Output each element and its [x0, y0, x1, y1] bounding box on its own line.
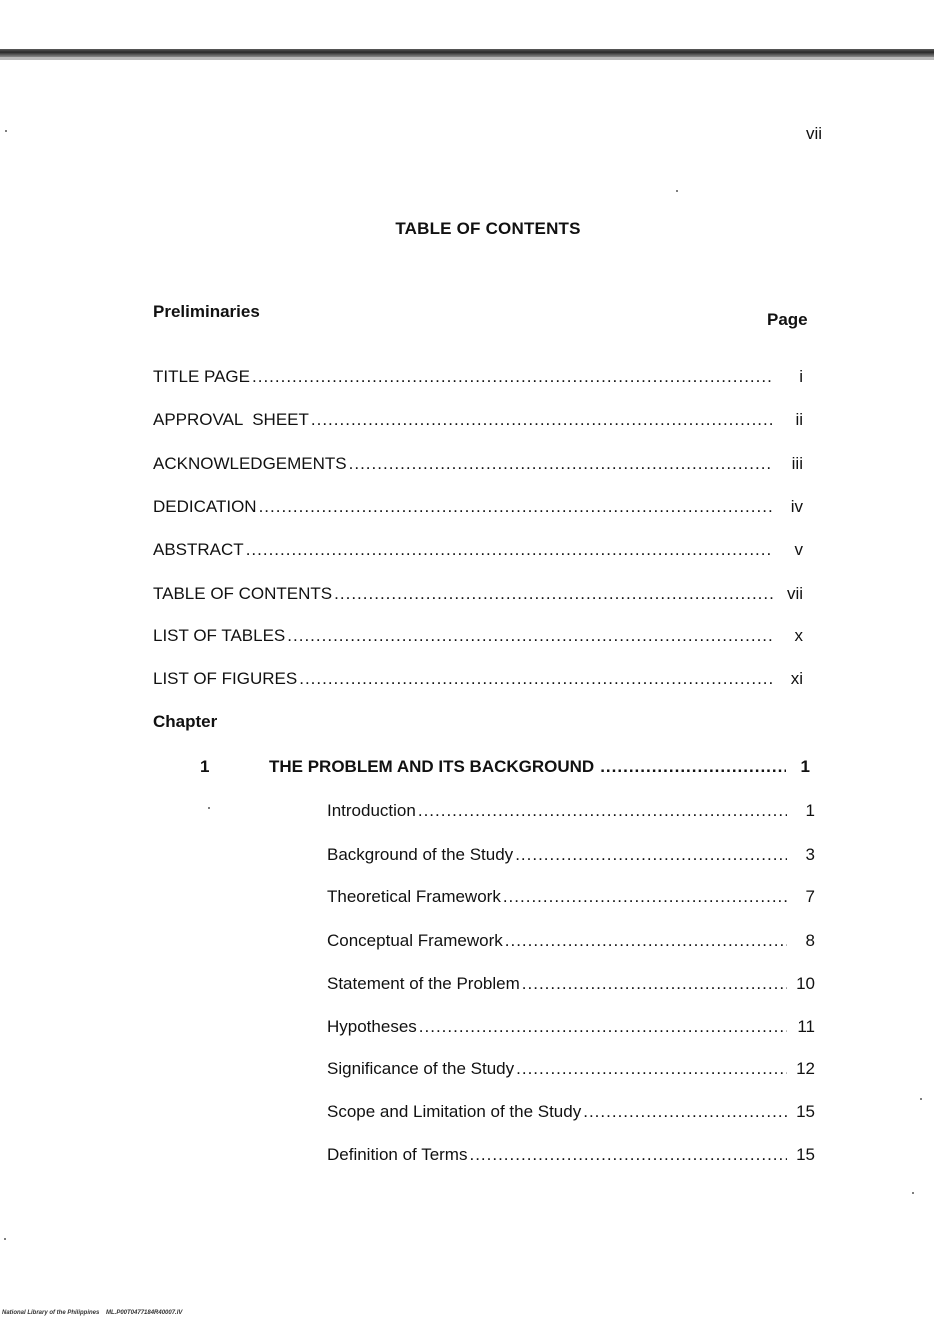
leader-dots [516, 1059, 787, 1079]
section-label: Definition of Terms [327, 1145, 468, 1164]
section-label: Theoretical Framework [327, 887, 501, 906]
scan-speck [4, 1238, 6, 1240]
leader-dots [259, 497, 773, 517]
toc-entry-page: iv [790, 497, 803, 516]
section-entry-significance [327, 1059, 815, 1079]
scan-top-border-shade [0, 57, 934, 60]
page-column-heading: Page [767, 310, 808, 329]
section-entry-statement-of-problem [327, 974, 815, 994]
toc-entry-label: TITLE PAGE [153, 367, 250, 386]
toc-entry-table-of-contents [153, 584, 803, 604]
leader-dots [334, 584, 773, 604]
scan-speck [920, 1098, 922, 1100]
chapter-number: 1 [200, 757, 210, 776]
leader-dots [583, 1102, 787, 1122]
leader-dots [311, 410, 773, 430]
toc-entry-approval-sheet [153, 410, 803, 430]
section-page: 15 [796, 1145, 815, 1164]
toc-entry-page: i [799, 367, 803, 386]
leader-dots [522, 974, 787, 994]
section-page: 15 [796, 1102, 815, 1121]
section-page: 3 [805, 845, 815, 864]
toc-entry-dedication [153, 497, 803, 517]
section-entry-scope-and-limitation [327, 1102, 815, 1122]
toc-entry-acknowledgements [153, 454, 803, 474]
chapter-heading: Chapter [153, 712, 218, 731]
leader-dots [418, 801, 787, 821]
toc-entry-page: xi [790, 669, 803, 688]
toc-entry-label: LIST OF FIGURES [153, 669, 298, 688]
section-label: Scope and Limitation of the Study [327, 1102, 582, 1121]
section-label: Significance of the Study [327, 1059, 515, 1078]
toc-entry-title-page [153, 367, 803, 387]
scan-top-border [0, 49, 934, 57]
toc-entry-page: x [794, 626, 803, 645]
leader-dots [600, 757, 786, 777]
toc-entry-label: LIST OF TABLES [153, 626, 286, 645]
section-label: Background of the Study [327, 845, 514, 864]
toc-entry-label: ABSTRACT [153, 540, 244, 559]
section-label: Statement of the Problem [327, 974, 520, 993]
toc-entry-list-of-tables [153, 626, 803, 646]
section-page: 7 [805, 887, 815, 906]
toc-entry-label: ACKNOWLEDGEMENTS [153, 454, 347, 473]
section-entry-introduction [327, 801, 815, 821]
section-label: Introduction [327, 801, 416, 820]
leader-dots [503, 887, 787, 907]
section-label: Hypotheses [327, 1017, 417, 1036]
toc-entry-page: ii [795, 410, 803, 429]
leader-dots [419, 1017, 787, 1037]
section-entry-hypotheses [327, 1017, 815, 1037]
section-page: 11 [797, 1017, 815, 1036]
document-title: TABLE OF CONTENTS [395, 219, 581, 238]
leader-dots [246, 540, 773, 560]
chapter-page: 1 [800, 757, 810, 776]
leader-dots [469, 1145, 787, 1165]
toc-entry-page: v [794, 540, 803, 559]
scan-speck [5, 130, 7, 132]
section-page: 10 [796, 974, 815, 993]
section-page: 1 [805, 801, 815, 820]
page-number: vii [805, 124, 822, 143]
chapter-entry-1 [200, 757, 810, 777]
scan-speck [912, 1192, 914, 1194]
leader-dots [299, 669, 773, 689]
toc-entry-page: iii [791, 454, 803, 473]
section-entry-definition-of-terms [327, 1145, 815, 1165]
leader-dots [505, 931, 787, 951]
section-page: 12 [796, 1059, 815, 1078]
leader-dots [287, 626, 773, 646]
section-page: 8 [805, 931, 815, 950]
leader-dots [515, 845, 787, 865]
toc-entry-label: DEDICATION [153, 497, 257, 516]
section-entry-conceptual-framework [327, 931, 815, 951]
toc-entry-page: vii [786, 584, 803, 603]
chapter-title: THE PROBLEM AND ITS BACKGROUND [269, 757, 595, 776]
preliminaries-heading: Preliminaries [153, 302, 260, 321]
section-label: Conceptual Framework [327, 931, 503, 950]
scan-speck [676, 190, 678, 192]
scan-speck [208, 807, 210, 809]
toc-entry-label: APPROVAL SHEET [153, 410, 309, 429]
archive-footer-note: National Library of the Philippines ML.P00T0477184R40007.IV [2, 1310, 183, 1316]
leader-dots [252, 367, 773, 387]
toc-entry-label: TABLE OF CONTENTS [153, 584, 333, 603]
leader-dots [349, 454, 773, 474]
toc-entry-abstract [153, 540, 803, 560]
toc-entry-list-of-figures [153, 669, 803, 689]
section-entry-theoretical-framework [327, 887, 815, 907]
section-entry-background [327, 845, 815, 865]
